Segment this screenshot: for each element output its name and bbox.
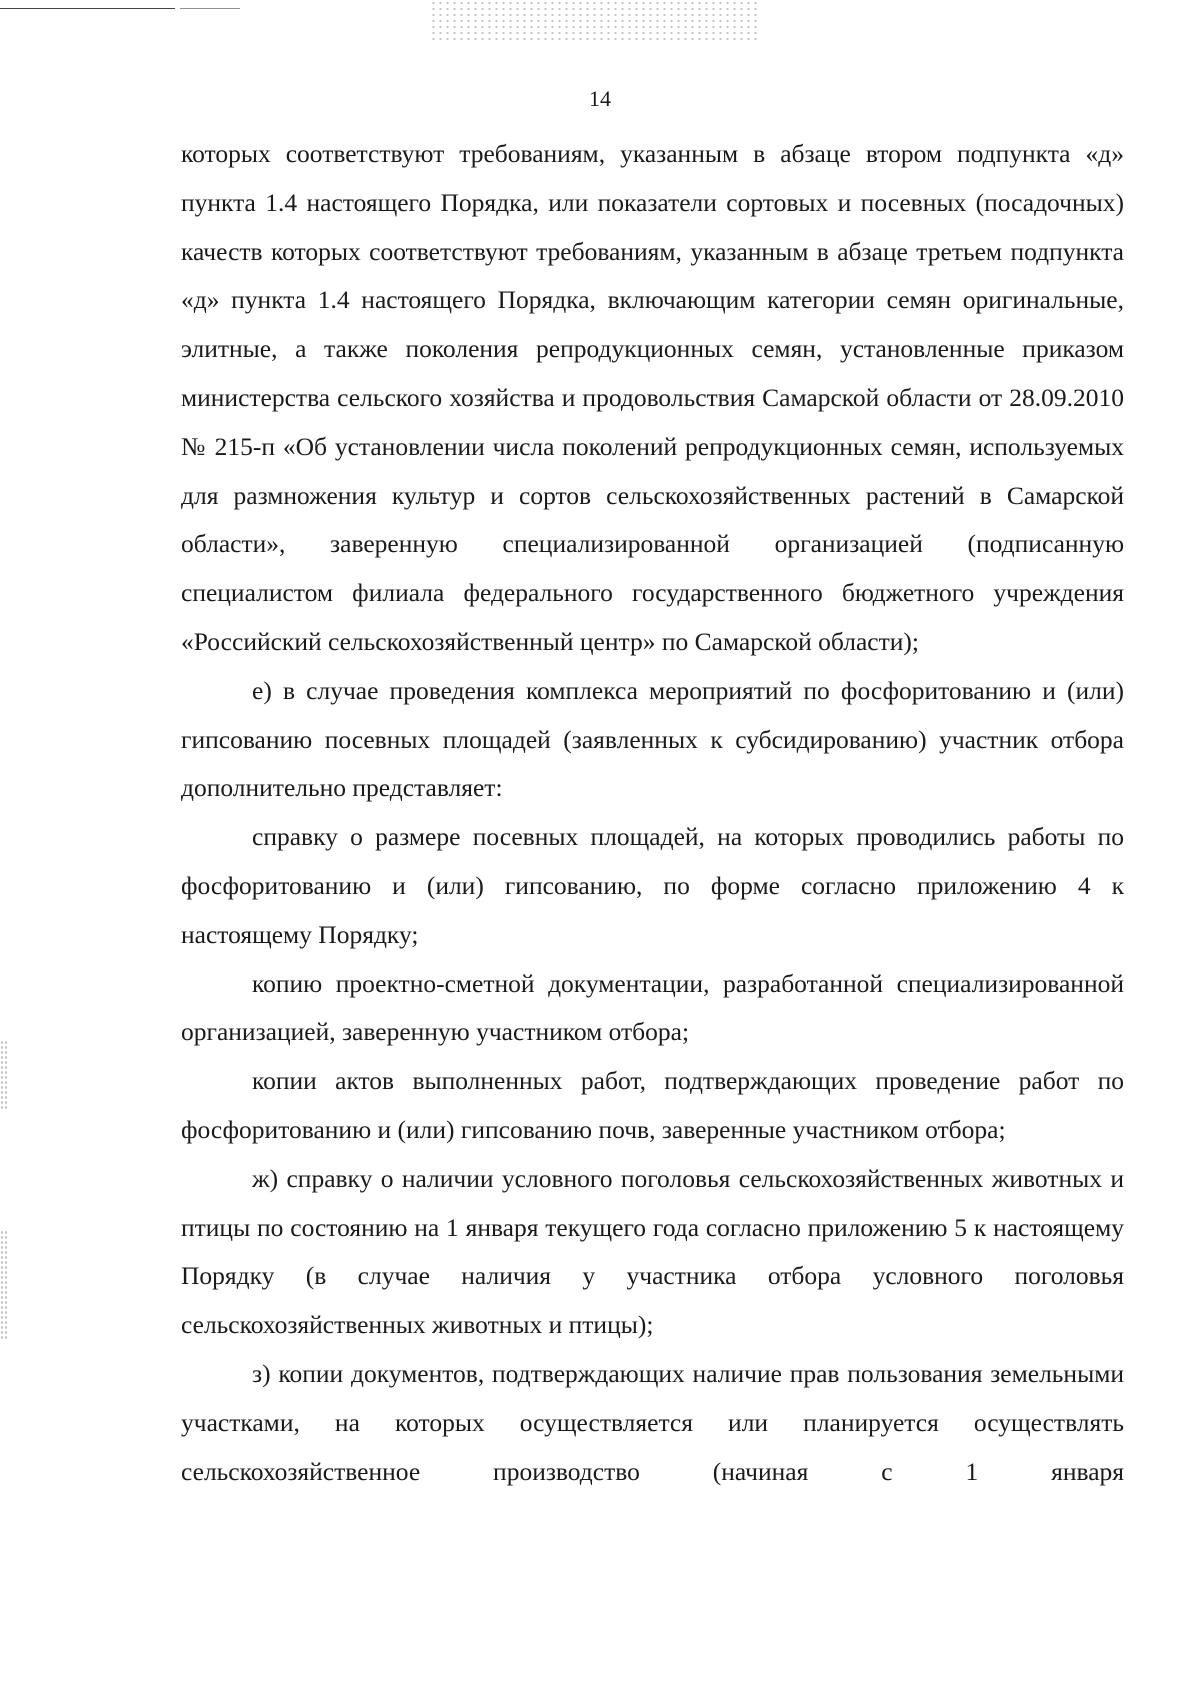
paragraph: справку о размере посевных площадей, на которых проводились работы по фосфоритованию и (или) гипсованию, по форме согласно приложению 4 к настоящему Порядку; (181, 822, 1124, 949)
paragraph: е) в случае проведения комплекса мероприятий по фосфоритованию и (или) гипсованию посевных площадей (заявленных к субсидированию) участник отбора дополнительно представляет: (181, 675, 1124, 803)
paragraph: ж) справку о наличии условного поголовья сельскохозяйственных животных и птицы по состоянию на 1 января текущего года согласно приложению 5 к настоящему Порядку (в случае наличия у участника отбора условного поголовья сельскохозяйственных животных и птицы); (181, 1163, 1124, 1340)
paragraph: копию проектно-сметной документации, разработанной специализированной организацией, заверенную участником отбора; (181, 968, 1124, 1047)
scan-artifact-noise (430, 0, 760, 44)
scan-artifact-line (0, 8, 175, 9)
paragraph: копии актов выполненных работ, подтверждающих проведение работ по фосфоритованию и (или) гипсованию почв, заверенные участником отбора; (181, 1066, 1124, 1144)
scan-artifact-edge (0, 1230, 8, 1340)
paragraph: з) копии документов, подтверждающих наличие прав пользования земельными участками, на которых осуществляется или планируется осуществлять сельскохозяйственное производство (начиная с 1 января (181, 1358, 1124, 1486)
paragraph: которых соответствуют требованиям, указанным в абзаце втором подпункта «д» пункта 1.4 настоящего Порядка, или показатели сортовых и посевных (посадочных) качеств которых соответствуют требованиям, указанным в абзаце третьем подпункта «д» пункта 1.4 настоящего Порядка, включающим категории семян оригинальные, элитные, а также поколения репродукционных семян, установленные приказом министерства сельского хозяйства и продовольствия Самарской области от 28.09.2010 № 215-п «Об установлении числа поколений репродукционных семян, используемых для размножения культур и сортов сельскохозяйственных растений в Самарской области», заверенную специализированной организацией (подписанную специалистом филиала федерального государственного бюджетного учреждения «Российский сельскохозяйственный центр» по Самарской области); (181, 139, 1124, 656)
page-number: 14 (589, 86, 611, 111)
scan-artifact-line (180, 8, 240, 9)
document-body (181, 130, 1124, 1496)
scan-artifact-edge (0, 1040, 8, 1110)
